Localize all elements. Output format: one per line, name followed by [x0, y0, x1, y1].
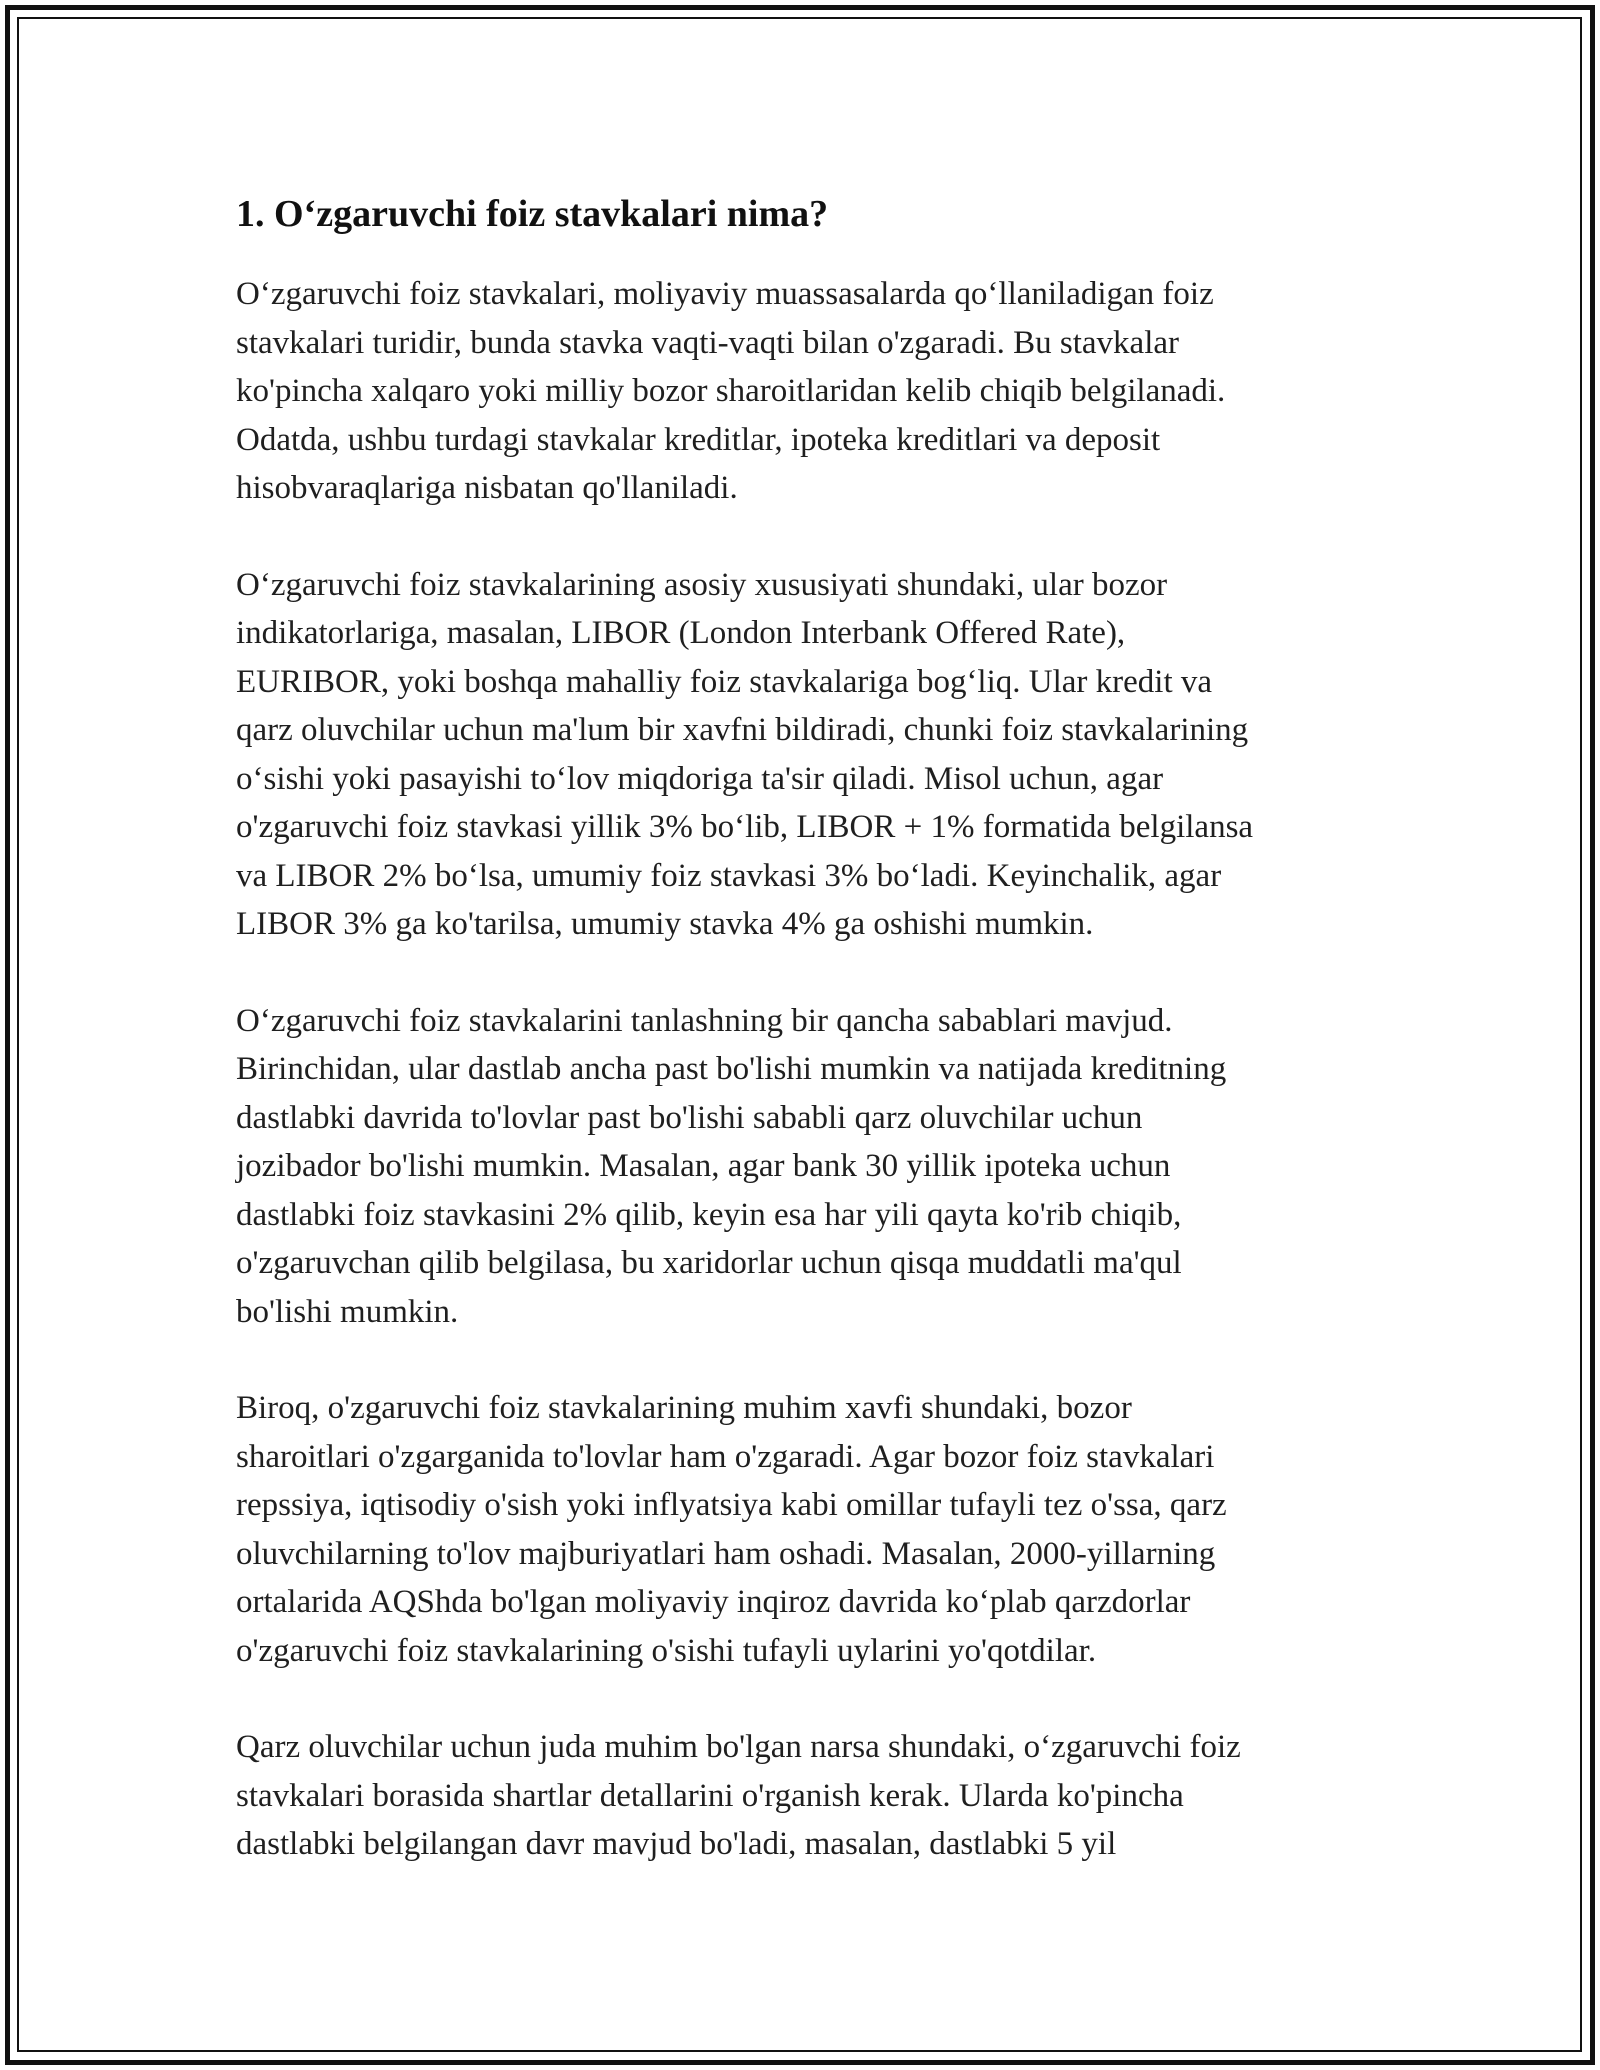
text-line: indikatorlariga, masalan, LIBOR (London Interbank Offered Rate),: [236, 615, 1126, 651]
text-line: dastlabki belgilangan davr mavjud bo'ladi, masalan, dastlabki 5 yil: [236, 1826, 1117, 1862]
text-line: Biroq, o'zgaruvchi foiz stavkalarining muhim xavfi shundaki, bozor: [236, 1390, 1132, 1426]
text-line: hisobvaraqlariga nisbatan qo'llaniladi.: [236, 470, 738, 506]
paragraph-definition: [236, 270, 1386, 513]
section-heading: 1. O‘zgaruvchi foiz stavkalari nima?: [236, 193, 829, 235]
text-line: jozibador bo'lishi mumkin. Masalan, agar bank 30 yillik ipoteka uchun: [236, 1148, 1171, 1184]
text-line: EURIBOR, yoki boshqa mahalliy foiz stavkalariga bog‘liq. Ular kredit va: [236, 663, 1213, 700]
text-line: sharoitlari o'zgarganida to'lovlar ham o'zgaradi. Agar bozor foiz stavkalari: [236, 1438, 1215, 1475]
text-line: O‘zgaruvchi foiz stavkalarining asosiy xususiyati shundaki, ular bozor: [236, 566, 1168, 603]
text-line: repssiya, iqtisodiy o'sish yoki inflyatsiya kabi omillar tufayli tez o'ssa, qarz: [236, 1487, 1227, 1523]
text-line: stavkalari turidir, bunda stavka vaqti-vaqti bilan o'zgaradi. Bu stavkalar: [236, 324, 1179, 361]
text-line: ortalarida AQShda bo'lgan moliyaviy inqiroz davrida ko‘plab qarzdorlar: [236, 1584, 1191, 1620]
paragraph-reasons: [236, 997, 1386, 1337]
text-line: qarz oluvchilar uchun ma'lum bir xavfni bildiradi, chunki foiz stavkalarining: [236, 712, 1249, 748]
text-line: Qarz oluvchilar uchun juda muhim bo'lgan narsa shundaki, o‘zgaruvchi foiz: [236, 1729, 1241, 1765]
text-line: o'zgaruvchi foiz stavkasi yillik 3% bo‘lib, LIBOR + 1% formatida belgilansa: [236, 809, 1254, 845]
document-body: [236, 190, 1386, 1917]
text-line: dastlabki foiz stavkasini 2% qilib, keyin esa har yili qayta ko'rib chiqib,: [236, 1196, 1182, 1233]
text-line: o'zgaruvchan qilib belgilasa, bu xaridorlar uchun qisqa muddatli ma'qul: [236, 1245, 1182, 1281]
paragraph-risks: [236, 1384, 1386, 1675]
text-line: O‘zgaruvchi foiz stavkalari, moliyaviy muassasalarda qo‘llaniladigan foiz: [236, 276, 1214, 312]
paragraph-key-feature: [236, 561, 1386, 949]
text-line: LIBOR 3% ga ko'tarilsa, umumiy stavka 4% ga oshishi mumkin.: [236, 906, 1094, 942]
text-line: ko'pincha xalqaro yoki milliy bozor sharoitlaridan kelib chiqib belgilanadi.: [236, 373, 1226, 409]
text-line: O‘zgaruvchi foiz stavkalarini tanlashning bir qancha sabablari mavjud.: [236, 1002, 1173, 1039]
text-line: bo'lishi mumkin.: [236, 1293, 459, 1330]
text-line: o‘sishi yoki pasayishi to‘lov miqdoriga ta'sir qiladi. Misol uchun, agar: [236, 760, 1164, 797]
text-line: oluvchilarning to'lov majburiyatlari ham oshadi. Masalan, 2000-yillarning: [236, 1535, 1216, 1572]
text-line: stavkalari borasida shartlar detallarini o'rganish kerak. Ularda ko'pincha: [236, 1777, 1184, 1814]
text-line: va LIBOR 2% bo‘lsa, umumiy foiz stavkasi 3% bo‘ladi. Keyinchalik, agar: [236, 857, 1222, 894]
text-line: o'zgaruvchi foiz stavkalarining o'sishi tufayli uylarini yo'qotdilar.: [236, 1632, 1097, 1669]
text-line: Odatda, ushbu turdagi stavkalar kreditlar, ipoteka kreditlari va deposit: [236, 421, 1161, 458]
paragraph-advice: [236, 1723, 1386, 1869]
text-line: Birinchidan, ular dastlab ancha past bo'lishi mumkin va natijada kreditning: [236, 1051, 1227, 1087]
text-line: dastlabki davrida to'lovlar past bo'lishi sababli qarz oluvchilar uchun: [236, 1099, 1143, 1136]
